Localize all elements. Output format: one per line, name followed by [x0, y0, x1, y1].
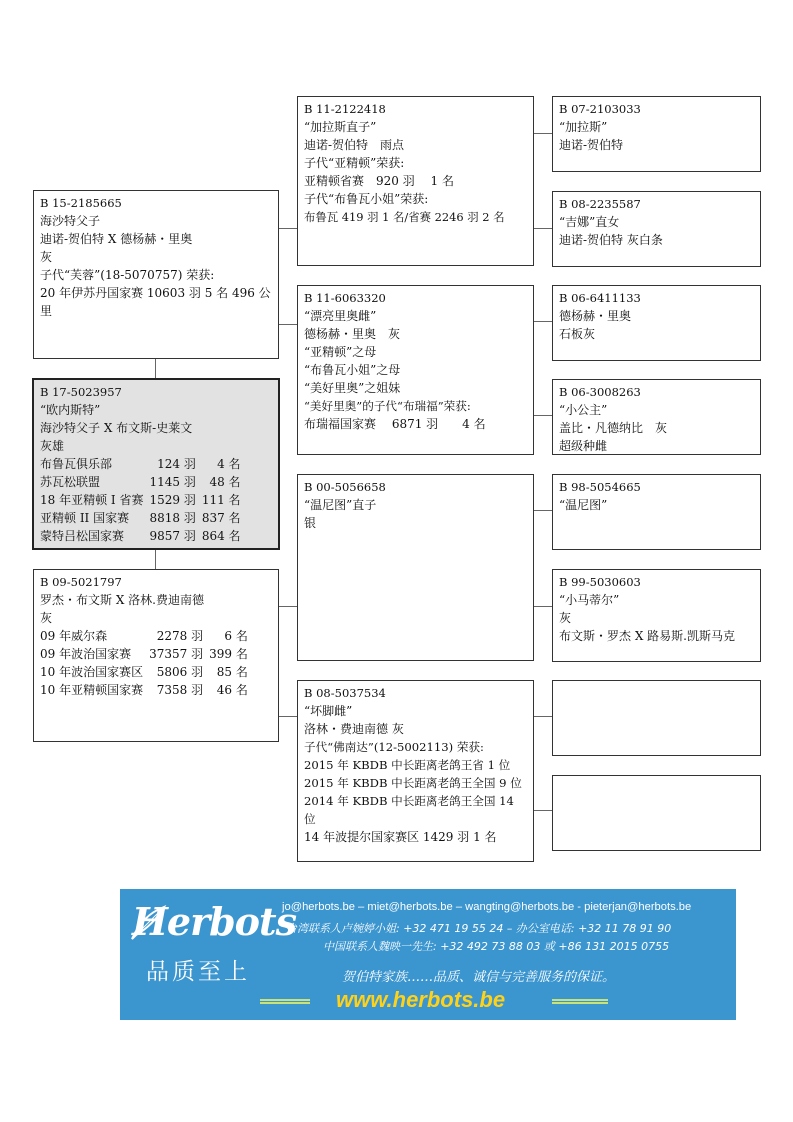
- pedigree-line: “布鲁瓦小姐”之母: [304, 363, 401, 377]
- ring-number: B 99-5030603: [559, 575, 641, 589]
- dam-dam-box: [297, 680, 534, 862]
- race-name: 09 年波治国家赛: [40, 647, 132, 661]
- table-row: [40, 509, 241, 527]
- placing: 111 名: [201, 493, 241, 507]
- pedigree-line: 迪诺-贺伯特 X 德杨赫・里奥: [40, 232, 193, 246]
- pedigree-line: 子代“芙蓉”(18-5070757) 荣获:: [40, 268, 215, 282]
- bird-count: 1145 羽: [149, 475, 196, 489]
- ring-number: B 11-6063320: [304, 291, 386, 305]
- connector-line: [155, 358, 156, 380]
- pedigree-line: “吉娜”直女: [559, 215, 620, 229]
- pedigree-line: 亚精顿省赛 920 羽 1 名: [304, 174, 454, 188]
- pedigree-line: “加拉斯”: [559, 120, 608, 134]
- contact-taiwan: 台湾联系人卢婉婷小姐: +32 471 19 55 24 – 办公室电话: +32 11 78 91 90: [286, 922, 672, 935]
- dam-sire-box: [297, 474, 534, 661]
- table-row: [40, 663, 248, 681]
- pedigree-line: 海沙特父子: [40, 214, 101, 228]
- table-row: [40, 473, 241, 491]
- results-table: [40, 455, 241, 545]
- pedigree-line: 银: [304, 516, 317, 530]
- herbots-banner: [120, 889, 736, 1020]
- contact-china: 中国联系人魏映一先生: +32 492 73 88 03 或 +86 131 2015 0755: [323, 940, 670, 953]
- ring-number: B 00-5056658: [304, 480, 386, 494]
- connector-line: [155, 549, 156, 570]
- tagline: 贺伯特家族……品质、诚信与完善服务的保证。: [342, 970, 616, 985]
- great-grandparent-box: [552, 191, 761, 267]
- pedigree-line: 灰: [40, 611, 53, 625]
- great-grandparent-box: [552, 474, 761, 550]
- pedigree-line: 20 年伊苏丹国家赛 10603 羽 5 名 496 公里: [40, 286, 271, 318]
- connector-line: [533, 321, 552, 322]
- pedigree-line: 2015 年 KBDB 中长距离老鸽王省 1 位: [304, 758, 511, 772]
- race-name: 10 年亚精顿国家赛: [40, 683, 144, 697]
- race-name: 苏瓦松联盟: [40, 475, 101, 489]
- pedigree-line: “漂亮里奥雌”: [304, 309, 377, 323]
- pedigree-line: 14 年波提尔国家赛区 1429 羽 1 名: [304, 830, 497, 844]
- connector-line: [533, 228, 552, 229]
- placing: 48 名: [209, 475, 241, 489]
- pedigree-line: 迪诺-贺伯特 灰白条: [559, 233, 663, 247]
- placing: 864 名: [201, 529, 241, 543]
- table-row: [40, 527, 241, 545]
- pedigree-line: 子代“佛南达”(12-5002113) 荣获:: [304, 740, 484, 754]
- great-grandparent-box-empty: [552, 775, 761, 851]
- bird-color: 灰雄: [40, 439, 65, 453]
- race-name: 09 年威尔森: [40, 629, 108, 643]
- pedigree-line: 2015 年 KBDB 中长距离老鸽王全国 9 位: [304, 776, 522, 790]
- pedigree-line: 德杨赫・里奥 灰: [304, 327, 401, 341]
- herbots-logo: Herbots: [132, 899, 296, 944]
- pedigree-line: “温尼图”直子: [304, 498, 377, 512]
- pedigree-line: 灰: [40, 250, 53, 264]
- bird-count: 9857 羽: [149, 529, 196, 543]
- pedigree-line: 罗杰・布文斯 X 洛林.费迪南德: [40, 593, 204, 607]
- sire-sire-box: [297, 96, 534, 266]
- email-addresses[interactable]: jo@herbots.be – miet@herbots.be – wangting@herbots.be - pieterjan@herbots.be: [282, 901, 692, 913]
- pedigree-line: “亚精顿”之母: [304, 345, 377, 359]
- ring-number: B 08-5037534: [304, 686, 386, 700]
- bird-name: “欧内斯特”: [40, 403, 101, 417]
- placing: 837 名: [201, 511, 241, 525]
- ring-number: B 15-2185665: [40, 196, 122, 210]
- table-row: [40, 681, 248, 699]
- pedigree-line: 盖比・凡德纳比 灰: [559, 421, 668, 435]
- decorative-line: [260, 999, 310, 1004]
- race-name: 10 年波治国家赛区: [40, 665, 144, 679]
- placing: 46 名: [216, 683, 248, 697]
- great-grandparent-box: [552, 96, 761, 172]
- pedigree-line: 迪诺-贺伯特 雨点: [304, 138, 405, 152]
- pedigree-line: 德杨赫・里奥: [559, 309, 632, 323]
- sire-box: [33, 190, 279, 359]
- great-grandparent-box: [552, 285, 761, 361]
- pedigree-line: “温尼图”: [559, 498, 608, 512]
- table-row: [40, 627, 248, 645]
- connector-line: [533, 510, 552, 511]
- pedigree-line: 超级种雌: [559, 439, 608, 453]
- ring-number: B 06-6411133: [559, 291, 641, 305]
- race-name: 蒙特吕松国家赛: [40, 529, 125, 543]
- pedigree-line: “小马蒂尔”: [559, 593, 620, 607]
- connector-line: [533, 716, 552, 717]
- pedigree-line: “小公主”: [559, 403, 608, 417]
- parentage: 海沙特父子 X 布文斯-史莱文: [40, 421, 193, 435]
- pedigree-line: 灰: [559, 611, 572, 625]
- great-grandparent-box: [552, 569, 761, 662]
- bird-count: 5806 羽: [156, 665, 204, 679]
- pedigree-line: 布文斯・罗杰 X 路易斯.凯斯马克: [559, 629, 735, 643]
- bird-count: 7358 羽: [156, 683, 204, 697]
- pedigree-line: 子代“亚精顿”荣获:: [304, 156, 405, 170]
- ring-number: B 06-3008263: [559, 385, 641, 399]
- ring-number: B 07-2103033: [559, 102, 641, 116]
- ring-number: B 09-5021797: [40, 575, 122, 589]
- bird-count: 1529 羽: [149, 493, 196, 507]
- slogan: 品质至上: [146, 959, 250, 985]
- pedigree-line: “美好里奥”之姐妹: [304, 381, 401, 395]
- connector-line: [278, 228, 297, 229]
- connector-line: [533, 415, 552, 416]
- placing: 4 名: [217, 457, 241, 471]
- pedigree-line: 迪诺-贺伯特: [559, 138, 624, 152]
- bird-count: 8818 羽: [149, 511, 196, 525]
- pedigree-line: 布鲁瓦 419 羽 1 名/省赛 2246 羽 2 名: [304, 210, 505, 224]
- table-row: [40, 491, 241, 509]
- pedigree-line: 2014 年 KBDB 中长距离老鸽王全国 14 位: [304, 794, 514, 826]
- placing: 85 名: [216, 665, 248, 679]
- sire-dam-box: [297, 285, 534, 455]
- ring-number: B 11-2122418: [304, 102, 386, 116]
- placing: 6 名: [224, 629, 248, 643]
- bird-count: 37357 羽: [149, 647, 204, 661]
- ring-number: B 17-5023957: [40, 385, 122, 399]
- connector-line: [278, 606, 297, 607]
- ring-number: B 98-5054665: [559, 480, 641, 494]
- race-name: 亚精顿 II 国家赛: [40, 511, 130, 525]
- pedigree-line: 布瑞福国家赛 6871 羽 4 名: [304, 417, 486, 431]
- race-name: 布鲁瓦俱乐部: [40, 457, 113, 471]
- website-link[interactable]: www.herbots.be: [336, 987, 506, 1012]
- decorative-line: [552, 999, 608, 1004]
- connector-line: [278, 716, 297, 717]
- dam-box: [33, 569, 279, 742]
- connector-line: [533, 606, 552, 607]
- ring-number: B 08-2235587: [559, 197, 641, 211]
- pedigree-line: “美好里奥”的子代“布瑞福”荣获:: [304, 399, 471, 413]
- pedigree-line: “坏脚雌”: [304, 704, 353, 718]
- subject-bird-box: [32, 378, 280, 550]
- table-row: [40, 645, 248, 663]
- bird-count: 2278 羽: [156, 629, 204, 643]
- bird-count: 124 羽: [157, 457, 196, 471]
- pedigree-line: 子代“布鲁瓦小姐”荣获:: [304, 192, 429, 206]
- placing: 399 名: [209, 647, 248, 661]
- pedigree-line: 洛林・费迪南德 灰: [304, 722, 404, 736]
- great-grandparent-box-empty: [552, 680, 761, 756]
- results-table: [40, 627, 248, 699]
- connector-line: [533, 810, 552, 811]
- connector-line: [278, 324, 297, 325]
- pedigree-line: “加拉斯直子”: [304, 120, 377, 134]
- great-grandparent-box: [552, 379, 761, 455]
- table-row: [40, 455, 241, 473]
- connector-line: [533, 133, 552, 134]
- race-name: 18 年亚精顿 I 省赛: [40, 493, 144, 507]
- pedigree-line: 石板灰: [559, 327, 596, 341]
